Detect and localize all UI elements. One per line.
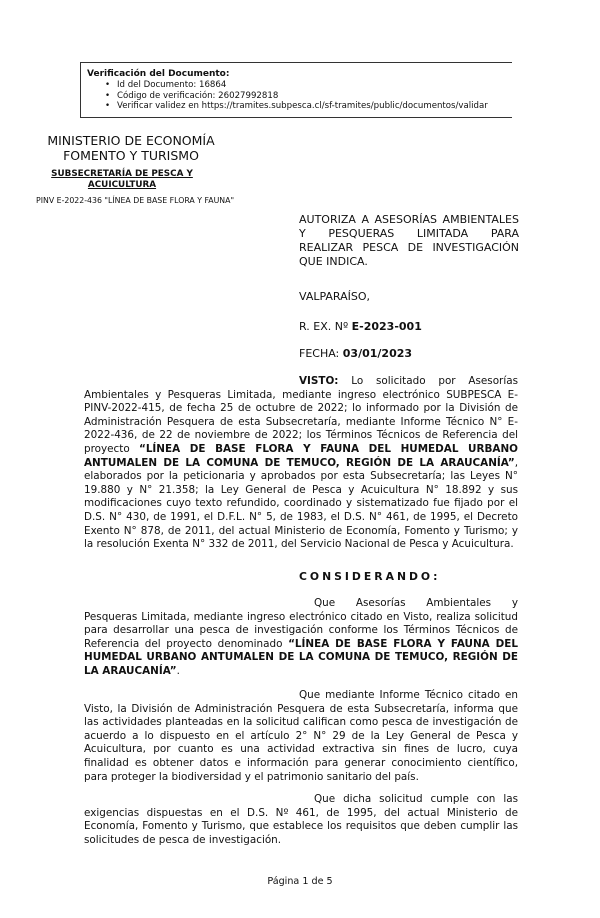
visto-label: VISTO: (299, 375, 339, 387)
ministry-header (36, 133, 226, 163)
place-label: VALPARAÍSO, (299, 290, 371, 303)
rex-number: E-2023-001 (351, 320, 422, 333)
considerando-paragraph-1 (84, 597, 518, 679)
p3-text: Que dicha solicitud cumple con las exigencias dispuestas en el D.S. Nº 461, de 1995, del actual Ministerio de Economía, Fomento y Turismo, que establece los requisitos que deben cumplir las solicitudes de pesca de investigación. (84, 793, 518, 846)
p1-project: “LÍNEA DE BASE FLORA Y FAUNA DEL HUMEDAL URBANO ANTUMALEN DE LA COMUNA DE TEMUCO, REGIÓN DE LA ARAUCANÍA” (84, 637, 518, 677)
considerando-paragraph-2 (84, 689, 518, 784)
ministry-line-1: MINISTERIO DE ECONOMÍA (47, 133, 215, 148)
verification-list (87, 80, 512, 112)
ministry-line-2: FOMENTO Y TURISMO (63, 148, 199, 163)
visto-text-b: , elaborados por la peticionaria y aprobados por esta Subsecretaría; las Leyes N° 19.880 y N° 21.358; la Ley General de Pesca y Acuicultura N° 18.892 y sus modificaciones cuyo texto refundido, coordinado y sistematizado fue fijado por el D.S. N° 430, de 1991, el D.F.L. N° 5, de 1983, el D.S. N° 461, de 1995, el Decreto Exento N° 878, de 2011, del actual Ministerio de Economía, Fomento y Turismo; y la resolución Exenta N° 332 de 2011, del Servicio Nacional de Pesca y Acuicultura. (84, 456, 518, 551)
resolution-number (299, 320, 519, 334)
rex-label: R. EX. Nº (299, 320, 349, 333)
p1-text-b: . (176, 664, 180, 677)
page-number: Página 1 de 5 (267, 876, 333, 887)
considerando-heading: CONSIDERANDO: (299, 570, 441, 583)
verification-id: • Id del Documento: 16864 (117, 80, 512, 91)
verification-box (80, 62, 512, 118)
considerando-paragraph-3 (84, 793, 518, 847)
visto-project: “LÍNEA DE BASE FLORA Y FAUNA DEL HUMEDAL URBANO ANTUMALEN DE LA COMUNA DE TEMUCO, REGIÓN DE LA ARAUCANÍA” (84, 442, 518, 469)
subsecretaria-label: SUBSECRETARÍA DE PESCA Y ACUICULTURA (51, 169, 193, 190)
p1-text-a: Que Asesorías Ambientales y Pesqueras Limitada, mediante ingreso electrónico citado en Visto, realiza solicitud para desarrollar una pesca de investigación conforme los Términos Técnicos de Referencia del proyecto denominado (84, 597, 518, 650)
resolution-date (299, 347, 519, 361)
visto-paragraph (84, 375, 518, 552)
p2-text: Que mediante Informe Técnico citado en Visto, la División de Administración Pesquera de esta Subsecretaría, informa que las actividades planteadas en la solicitud califican como pesca de investigación de acuerdo a lo dispuesto en el artículo 2° N° 29 de la Ley General de Pesca y Acuicultura, por cuanto es una actividad extractiva sin fines de lucro, cuya finalidad es obtener datos e información para generar conocimiento científico, para proteger la biodiversidad y el patrimonio sanitario del país. (84, 689, 518, 783)
verification-code: • Código de verificación: 26027992818 (117, 91, 512, 102)
verification-title: Verificación del Documento: (87, 69, 230, 79)
pinv-reference: PINV E-2022-436 "LÍNEA DE BASE FLORA Y FAUNA" (36, 196, 235, 205)
visto-text-a: Lo solicitado por Asesorías Ambientales y Pesqueras Limitada, mediante ingreso electrónico SUBPESCA E-PINV-2022-415, de fecha 25 de octubre de 2022; lo informado por la División de Administración Pesquera de esta Subsecretaría, mediante Informe Técnico N° E-2022-436, de 22 de noviembre de 2022; los Términos Técnicos de Referencia del proyecto (84, 375, 518, 455)
fecha-value: 03/01/2023 (342, 347, 413, 360)
verification-url[interactable]: • Verificar validez en https://tramites.subpesca.cl/sf-tramites/public/documentos/validar (117, 101, 512, 112)
fecha-label: FECHA: (299, 347, 340, 360)
resolution-summary: AUTORIZA A ASESORÍAS AMBIENTALES Y PESQUERAS LIMITADA PARA REALIZAR PESCA DE INVESTIGACIÓN QUE INDICA. (299, 213, 519, 268)
